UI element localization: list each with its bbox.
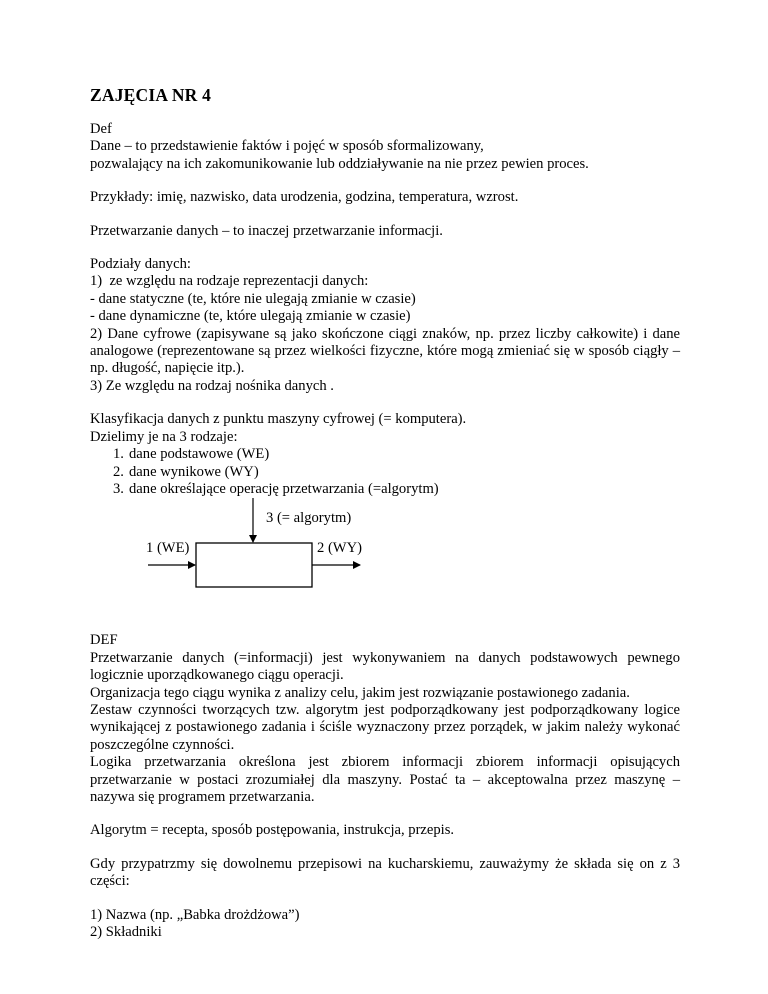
list-item: 2. dane wynikowe (WY) [113, 463, 259, 480]
divisions-heading: Podziały danych: [90, 256, 191, 273]
definition-block [90, 121, 680, 173]
diagram-top-label: 3 (= algorytm) [266, 510, 352, 526]
list-item: 3. dane określające operację przetwarzania (=algorytm) [113, 480, 439, 497]
divisions-block [90, 256, 680, 395]
classification-block [90, 411, 680, 498]
classification-line-2: Dzielimy je na 3 rodzaje: [90, 428, 238, 445]
divisions-item-1: 1) ze względu na rodzaje reprezentacji danych: [90, 273, 369, 290]
divisions-item-1b: - dane dynamiczne (te, które ulegają zmianie w czasie) [90, 308, 411, 325]
diagram-right-label: 2 (WY) [317, 540, 362, 556]
divisions-item-2: 2) Dane cyfrowe (zapisywane są jako skończone ciągi znaków, np. przez liczby całkowite) i dane analogowe (reprezentowane są przez wielkości fizyczne, które mogą zmieniać się w sposób ciągły – np. długość, napięcie itp.). [90, 325, 680, 377]
divisions-item-3: 3) Ze względu na rodzaj nośnika danych . [90, 377, 334, 394]
page-title: ZAJĘCIA NR 4 [90, 85, 212, 105]
classification-list [90, 446, 680, 498]
examples-paragraph: Przykłady: imię, nazwisko, data urodzenia, godzina, temperatura, wzrost. [90, 189, 519, 206]
def2-paragraph-3: Logika przetwarzania określona jest zbiorem informacji zbiorem informacji opisujących przetwarzanie w postaci zrozumiałej dla maszyny. Postać ta – akceptowalna przez maszynę – nazywa się programem przetwarzania. [90, 754, 680, 805]
definition-label: Def [90, 121, 112, 137]
divisions-item-1a: - dane statyczne (te, które nie ulegają zmianie w czasie) [90, 290, 416, 307]
diagram-left-label: 1 (WE) [146, 540, 190, 556]
classification-line-1: Klasyfikacja danych z punktu maszyny cyfrowej (= komputera). [90, 411, 467, 428]
recipe-intro-paragraph: Gdy przypatrzmy się dowolnemu przepisowi na kucharskiemu, zauważymy że składa się on z 3 części: [90, 855, 680, 890]
processing-diagram [140, 494, 380, 590]
algorithm-paragraph: Algorytm = recepta, sposób postępowania, instrukcja, przepis. [90, 822, 455, 839]
recipe-item-2: 2) Składniki [90, 924, 162, 940]
recipe-item-1: 1) Nazwa (np. „Babka drożdżowa”) [90, 906, 300, 923]
list-item: 1. dane podstawowe (WE) [113, 446, 270, 463]
def2-label: DEF [90, 632, 118, 649]
def2-paragraph: Przetwarzanie danych (=informacji) jest wykonywaniem na danych podstawowych pewnego logicznie uporządkowanego ciągu operacji. [90, 649, 680, 684]
def2-organization: Organizacja tego ciągu wynika z analizy celu, jakim jest rozwiązanie postawionego zadania. [90, 684, 630, 701]
definition-line-1: Dane – to przedstawienie faktów i pojęć w sposób sformalizowany, [90, 138, 484, 155]
definition-line-2: pozwalający na ich zakomunikowanie lub oddziaływanie na nie przez pewien proces. [90, 155, 589, 172]
processing-paragraph: Przetwarzanie danych – to inaczej przetwarzanie informacji. [90, 222, 443, 239]
process-box [196, 543, 312, 587]
recipe-list [90, 907, 680, 942]
def2-paragraph-2: Zestaw czynności tworzących tzw. algorytm jest podporządkowany jest podporządkowany logice wynikającej z postawionego zadania i ściśle wyznaczony przez porządek, w jakim należy wykonać poszczególne czynności. [90, 701, 680, 753]
def2-block [90, 632, 680, 806]
